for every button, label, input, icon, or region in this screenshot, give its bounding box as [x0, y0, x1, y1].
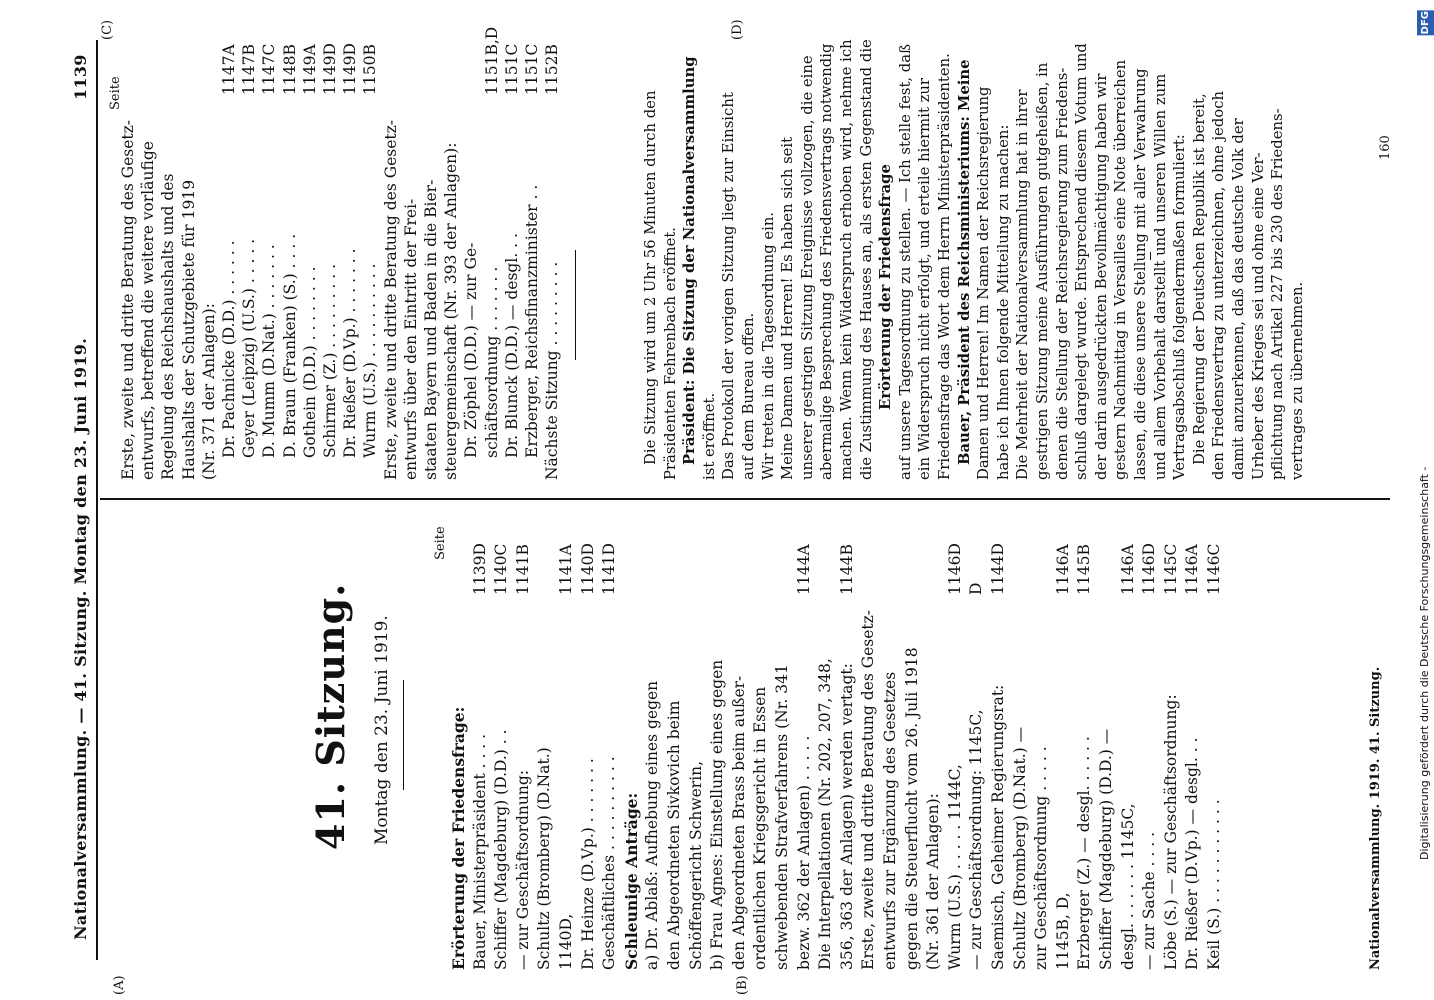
- right-toc-line: schäftsordnung . . . . . . .: [482, 266, 501, 458]
- right-toc-line: entwurfs, betreffend die weitere vorläufige: [139, 141, 158, 480]
- proceedings-line: abermalige Besprechung des Friedensvertrags notwendig: [818, 43, 836, 480]
- proceedings-line: lassen, die diese unsere Stellung mit aller Verwahrung: [1132, 68, 1149, 480]
- proceedings-line: der darin ausgedrückten Bevollmächtigung haben wir: [1092, 73, 1110, 480]
- left-toc-line: 356, 363 der Anlagen) werden vertagt:: [837, 663, 856, 970]
- left-toc-page-ref: 1141B: [513, 544, 532, 595]
- toc-end-rule: [575, 250, 576, 360]
- left-toc-line: Dr. Rießer (D.Vp.) — desgl. . .: [1183, 737, 1202, 970]
- margin-letter-b: (B): [735, 975, 750, 995]
- proceedings-line: ist eröffnet.: [700, 392, 718, 480]
- margin-letter-c: (C): [100, 19, 115, 40]
- right-toc-line: Erste, zweite und dritte Beratung des Gesetz-: [381, 119, 400, 480]
- left-toc-page-ref: 1144D: [989, 543, 1007, 595]
- proceedings-line: pflichtung nach Artikel 227 bis 230 des Friedens-: [1269, 108, 1287, 480]
- right-toc-page-ref: 1147B: [240, 44, 259, 95]
- margin-letter-a: (A): [112, 975, 127, 995]
- left-toc-page-ref: 1140D: [578, 543, 597, 595]
- right-toc-line: (Nr. 371 der Anlagen):: [199, 303, 218, 480]
- proceedings-line: Die Regierung der Deutschen Republik ist bereit,: [1190, 93, 1208, 465]
- right-toc-line: Gothein (D.D.) . . . . . . . .: [300, 266, 319, 458]
- right-toc-line: Wurm (U.S.) . . . . . . . . . .: [361, 263, 380, 458]
- right-toc-page-ref: 1151C: [502, 43, 521, 95]
- left-toc-page-ref: 1145B: [1075, 544, 1094, 595]
- left-toc-line: Löbe (S.) — zur Geschäftsordnung:: [1161, 694, 1180, 970]
- left-toc-line: b) Frau Agnes: Einstellung eines gegen: [708, 659, 727, 970]
- proceedings-line: Das Protokoll der vorigen Sitzung liegt zur Einsicht: [720, 92, 738, 480]
- right-toc-page-ref: 1147C: [260, 43, 279, 95]
- right-toc-page-ref: 1152B: [543, 44, 562, 95]
- left-toc-line: — zur Geschäftsordnung:: [513, 769, 532, 970]
- left-toc-line: schwebenden Strafverfahrens (Nr. 341: [773, 664, 791, 970]
- left-toc-line: — zur Geschäftsordnung: 1145C,: [967, 709, 986, 970]
- right-toc-page-ref: 1151B,D: [482, 26, 501, 95]
- left-toc-line: 1145B, D,: [1053, 892, 1072, 970]
- left-toc-line: Erste, zweite und dritte Beratung des Gesetz-: [859, 609, 878, 970]
- left-toc-line: entwurfs zur Ergänzung des Gesetzes: [881, 671, 899, 970]
- column-divider: [100, 499, 1390, 501]
- left-toc-page-ref: 1144A: [794, 544, 813, 595]
- left-footer: Nationalversammlung. 1919. 41. Sitzung.: [1368, 666, 1383, 970]
- right-toc-page-ref: 1151C: [523, 43, 541, 95]
- right-toc-line: Erzberger, Reichsfinanzminister . .: [523, 184, 541, 458]
- proceedings-line: Vertragsabschluß folgendermaßen formuliert:: [1171, 134, 1189, 480]
- running-header: Nationalversammlung. — 41. Sitzung. Montag den 23. Juni 1919.: [71, 337, 90, 940]
- right-toc-line: Dr. Blunck (D.D.) — desgl. . .: [502, 233, 521, 458]
- proceedings-line: denen die Stellung der Reichsregierung zum Friedens-: [1053, 67, 1071, 480]
- page-number: 1139: [71, 54, 90, 100]
- left-toc-line: ordentlichen Kriegsgericht in Essen: [751, 686, 770, 970]
- proceedings-line: damit anzuerkennen, daß das deutsche Volk der: [1230, 118, 1247, 480]
- right-toc-line: Geyer (Leipzig) (U.S.) . . . . .: [240, 238, 259, 458]
- left-toc-line: a) Dr. Ablaß: Aufhebung eines gegen: [643, 680, 662, 970]
- proceedings-line: Erörterung der Friedensfrage: [877, 164, 895, 410]
- left-toc-line: den Abgeordneten Brass beim außer-: [729, 675, 748, 970]
- proceedings-line: schluß dargelegt wurde. Entsprechend diesem Votum und: [1073, 43, 1091, 480]
- left-toc-page-ref: 1141A: [557, 544, 575, 595]
- left-toc-line: Schultz (Bromberg) (D.Nat.): [535, 747, 554, 970]
- proceedings-line: unserer gestrigen Sitzung Ereignisse vollzogen, die eine: [798, 55, 816, 480]
- proceedings-line: auf unsere Tagesordnung zu stellen. — Ich stelle fest, daß: [896, 44, 914, 480]
- left-toc-line: Saemisch, Geheimer Regierungsrat:: [989, 684, 1007, 970]
- proceedings-line: gestern Nachmittag in Versailles eine Note überreichen: [1112, 59, 1130, 480]
- left-toc-line: Schultz (Bromberg) (D.Nat.) —: [1010, 726, 1029, 970]
- left-toc-page-ref: 1141D: [600, 543, 619, 595]
- right-toc-line: Schirmer (Z.) . . . . . . . . .: [321, 263, 339, 458]
- right-toc-line: Dr. Pachnicke (D.D.) . . . . . .: [220, 240, 238, 458]
- proceedings-line: Wir treten in die Tagesordnung ein.: [759, 211, 777, 480]
- left-toc-page-ref: 1139D: [470, 543, 489, 595]
- left-toc-line: Dr. Heinze (D.Vp.) . . . . . . .: [578, 758, 597, 970]
- right-toc-line: D. Braun (Franken) (S.) . . . .: [280, 233, 299, 458]
- right-toc-page-ref: 1148B: [280, 44, 299, 95]
- digitization-note: Digitalisierung gefördert durch die Deutsche Forschungsgemeinschaft -: [1418, 466, 1431, 860]
- left-toc-page-ref: 1146A: [1053, 544, 1072, 595]
- left-toc-line: zur Geschäftsordnung . . . . .: [1032, 746, 1051, 970]
- seite-label-right: Seite: [108, 76, 123, 110]
- left-toc-line: Geschäftliches . . . . . . . . . .: [600, 756, 619, 970]
- left-toc-line: gegen die Steuerflucht vom 26. Juli 1918: [902, 647, 921, 970]
- proceedings-line: den Friedensvertrag zu unterzeichnen, ohne jedoch: [1210, 90, 1228, 480]
- margin-letter-d: (D): [730, 19, 745, 40]
- left-toc-line: den Abgeordneten Sivkovich beim: [665, 700, 683, 970]
- left-toc-page-ref: 1146A: [1183, 544, 1202, 595]
- left-toc-line: Schiffer (Magdeburg) (D.D.) —: [1097, 728, 1115, 970]
- right-toc-page-ref: 1149A: [300, 44, 319, 95]
- header-rule: [96, 40, 98, 960]
- left-toc-page-ref: D: [967, 582, 986, 595]
- proceedings-line: Friedensfrage das Wort dem Herrn Ministerpräsidenten.: [936, 53, 953, 480]
- right-toc-line: Nächste Sitzung . . . . . . . . .: [543, 261, 562, 480]
- right-toc-line: Haushalts der Schutzgebiete für 1919: [179, 179, 198, 480]
- left-toc-page-ref: 1146A: [1118, 544, 1137, 595]
- proceedings-line: Die Mehrheit der Nationalversammlung hat in ihrer: [1014, 89, 1032, 480]
- session-date: Montag den 23. Juni 1919.: [372, 615, 392, 845]
- right-toc-line: steuergemeinschaft (Nr. 393 der Anlagen):: [442, 142, 461, 480]
- left-toc-line: bezw. 362 der Anlagen) . . . . .: [794, 735, 813, 970]
- proceedings-line: machen. Wenn kein Widerspruch erhoben wird, nehme ich: [838, 39, 855, 480]
- proceedings-line: Meine Damen und Herren! Es haben sich seit: [779, 136, 797, 480]
- right-toc-line: D. Mumm (D.Nat.) . . . . . . .: [260, 244, 279, 458]
- left-toc-line: Keil (S.) . . . . . . . . . . .: [1205, 799, 1223, 970]
- dfg-logo: DFG: [1417, 10, 1434, 35]
- left-toc-line: 1140D,: [557, 913, 575, 970]
- left-toc-page-ref: 1145C: [1161, 543, 1180, 595]
- right-toc-line: Dr. Zöphel (D.D.) — zur Ge-: [462, 242, 481, 458]
- right-toc-line: Dr. Rießer (D.Vp.) . . . . . . .: [341, 248, 360, 458]
- right-toc-page-ref: 1149D: [341, 43, 360, 95]
- left-toc-line: Wurm (U.S.) . . . . . 1144C,: [945, 764, 964, 970]
- proceedings-line: vertrages zu übernehmen.: [1288, 281, 1306, 480]
- proceedings-line: Die Sitzung wird um 2 Uhr 56 Minuten durch den: [642, 90, 659, 465]
- left-toc-page-ref: 1140C: [492, 543, 511, 595]
- left-toc-line: Schöffengericht Schwerin,: [686, 760, 705, 970]
- left-toc-page-ref: 1146D: [1140, 543, 1159, 595]
- sheet-number: 160: [1378, 135, 1393, 160]
- proceedings-line: habe ich Ihnen folgende Mitteilung zu machen:: [994, 124, 1012, 480]
- proceedings-line: gestrigen Sitzung meine Ausführungen gutgeheißen, in: [1034, 62, 1051, 480]
- session-title: 41. Sitzung.: [308, 582, 353, 850]
- left-toc-line: desgl. . . . . . . 1145C,: [1118, 803, 1137, 970]
- proceedings-line: ein Widerspruch nicht erfolgt, und erteile hiermit zur: [916, 78, 934, 480]
- seite-label-left: Seite: [433, 526, 448, 560]
- right-toc-page-ref: 1149D: [321, 43, 339, 95]
- left-toc-page-ref: 1146D: [945, 543, 964, 595]
- proceedings-line: Präsident: Die Sitzung der Nationalversammlung: [681, 56, 699, 465]
- title-rule: [403, 680, 404, 790]
- left-toc-line: Schleunige Anträge:: [621, 792, 641, 970]
- left-toc-line: Die Interpellationen (Nr. 202, 207, 348,: [816, 658, 835, 970]
- left-toc-line: Bauer, Ministerpräsident . . . .: [470, 733, 489, 970]
- proceedings-line: Damen und Herren! Im Namen der Reichsregierung: [975, 86, 993, 480]
- proceedings-line: auf dem Bureau offen.: [740, 312, 757, 480]
- proceedings-line: die Zustimmung des Hauses an, als ersten Gegenstand die: [857, 39, 875, 480]
- right-toc-line: Erste, zweite und dritte Beratung des Gesetz-: [119, 119, 137, 480]
- left-toc-line: Erzberger (Z.) — desgl. . . . . .: [1075, 736, 1094, 970]
- right-toc-line: staaten Bayern und Baden in die Bier-: [422, 179, 440, 480]
- right-toc-page-ref: 1147A: [220, 44, 238, 95]
- proceedings-line: und allem Vorbehalt darstellt und unseren Willen zum: [1151, 73, 1169, 480]
- right-toc-page-ref: 1150B: [361, 44, 380, 95]
- left-toc-page-ref: 1146C: [1205, 543, 1223, 595]
- proceedings-line: Präsidenten Fehrenbach eröffnet.: [661, 227, 679, 480]
- left-toc-line: (Nr. 361 der Anlagen):: [924, 793, 943, 970]
- left-toc-line: — zur Sache . . . .: [1140, 831, 1159, 970]
- left-toc-page-ref: 1144B: [837, 544, 856, 595]
- right-toc-line: Regelung des Reichshaushalts und des: [159, 173, 178, 480]
- left-toc-line: Schiffer (Magdeburg) (D.D.) . .: [492, 729, 511, 970]
- left-toc-line: Erörterung der Friedensfrage:: [449, 706, 468, 970]
- proceedings-line: Urheber des Krieges sei und ohne eine Ver-: [1249, 152, 1267, 480]
- proceedings-line: Bauer, Präsident des Reichsministeriums: Meine: [955, 59, 973, 465]
- right-toc-line: entwurfs über den Eintritt der Frei-: [401, 198, 420, 480]
- dot-mark: [1150, 252, 1151, 260]
